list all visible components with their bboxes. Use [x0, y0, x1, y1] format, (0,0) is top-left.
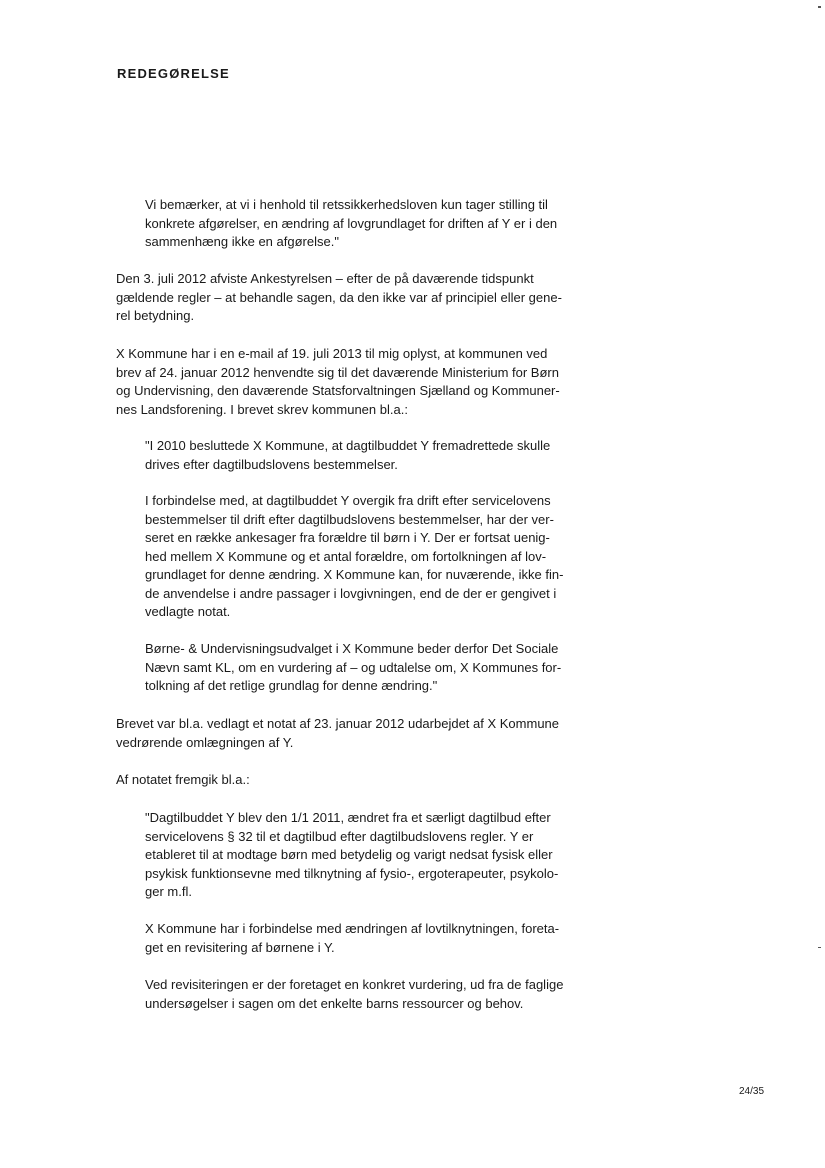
scan-artifact — [818, 6, 821, 8]
body-paragraph-brevet — [116, 715, 559, 752]
text-line: etableret til at modtage børn med betydelig og varigt nedsat fysisk eller — [145, 847, 553, 862]
text-line: I forbindelse med, at dagtilbuddet Y overgik fra drift efter servicelovens — [145, 493, 551, 508]
quote-paragraph-revisitering — [145, 920, 559, 957]
text-line: konkrete afgørelser, en ændring af lovgrundlaget for driften af Y er i den — [145, 215, 558, 231]
text-line: de anvendelse i andre passager i lovgivningen, end de der er gengivet i — [145, 585, 557, 601]
text-line: hed mellem X Kommune og et antal forældre, om fortolkningen af lov- — [145, 548, 547, 564]
page-heading: REDEGØRELSE — [117, 66, 230, 81]
text-line: gældende regler – at behandle sagen, da den ikke var af principiel eller gene- — [116, 289, 562, 305]
text-line: vedlagte notat. — [145, 604, 231, 619]
text-line: tolkning af det retlige grundlag for denne ændring." — [145, 678, 438, 693]
text-line: X Kommune har i forbindelse med ændringen af lovtilknytningen, foreta- — [145, 921, 560, 936]
text-line: servicelovens § 32 til et dagtilbud efter dagtilbudslovens regler. Y er — [145, 828, 534, 844]
text-line: Ved revisiteringen er der foretaget en konkret vurdering, ud fra de faglige — [145, 977, 564, 992]
page-number: 24/35 — [739, 1086, 765, 1097]
text-line: psykisk funktionsevne med tilknytning af fysio-, ergoterapeuter, psykolo- — [145, 865, 559, 881]
text-line: og Undervisning, den daværende Statsforvaltningen Sjælland og Kommuner- — [116, 383, 560, 398]
text-line: Brevet var bl.a. vedlagt et notat af 23. januar 2012 udarbejdet af X Kommune — [116, 716, 560, 731]
text-line: X Kommune har i en e-mail af 19. juli 2013 til mig oplyst, at kommunen ved — [116, 346, 548, 361]
text-line: Nævn samt KL, om en vurdering af – og udtalelse om, X Kommunes for- — [145, 659, 562, 675]
quote-paragraph-2010-beslutning — [145, 437, 550, 474]
text-line: vedrørende omlægningen af Y. — [116, 734, 294, 750]
text-line: bestemmelser til drift efter dagtilbudslovens bestemmelser, har der ver- — [145, 511, 554, 527]
text-line: nes Landsforening. I brevet skrev kommunen bl.a.: — [116, 401, 408, 417]
text-line: rel betydning. — [116, 308, 195, 323]
quote-paragraph-udvalget — [145, 640, 561, 696]
text-line: ger m.fl. — [145, 884, 192, 899]
body-paragraph-ankestyrelsen — [116, 270, 562, 326]
quote-paragraph-retssikkerhedsloven — [145, 196, 557, 252]
text-line: undersøgelser i sagen om det enkelte barns ressourcer og behov. — [145, 995, 524, 1011]
text-line: drives efter dagtilbudslovens bestemmelser. — [145, 456, 398, 472]
body-paragraph-kommune-email — [116, 345, 560, 419]
body-paragraph-notatet — [116, 771, 250, 790]
text-line: Børne- & Undervisningsudvalget i X Kommune beder derfor Det Sociale — [145, 641, 559, 656]
text-line: Vi bemærker, at vi i henhold til retssikkerhedsloven kun tager stilling til — [145, 197, 548, 212]
text-line: seret en række ankesager fra forældre til børn i Y. Der er fortsat uenig- — [145, 530, 550, 545]
text-line: Den 3. juli 2012 afviste Ankestyrelsen – efter de på daværende tidspunkt — [116, 271, 534, 286]
text-line: grundlaget for denne ændring. X Kommune kan, for nuværende, ikke fin- — [145, 567, 564, 582]
text-line: Af notatet fremgik bl.a.: — [116, 772, 250, 787]
quote-paragraph-dagtilbuddet — [145, 809, 558, 902]
text-line: sammenhæng ikke en afgørelse." — [145, 234, 339, 249]
text-line: "Dagtilbuddet Y blev den 1/1 2011, ændret fra et særligt dagtilbud efter — [145, 810, 551, 825]
quote-paragraph-ankesager — [145, 492, 563, 622]
quote-paragraph-vurdering — [145, 976, 563, 1013]
text-line: "I 2010 besluttede X Kommune, at dagtilbuddet Y fremadrettede skulle — [145, 438, 551, 453]
text-line: brev af 24. januar 2012 henvendte sig til det daværende Ministerium for Børn — [116, 364, 559, 380]
scan-artifact — [818, 947, 821, 948]
text-line: get en revisitering af børnene i Y. — [145, 939, 335, 955]
